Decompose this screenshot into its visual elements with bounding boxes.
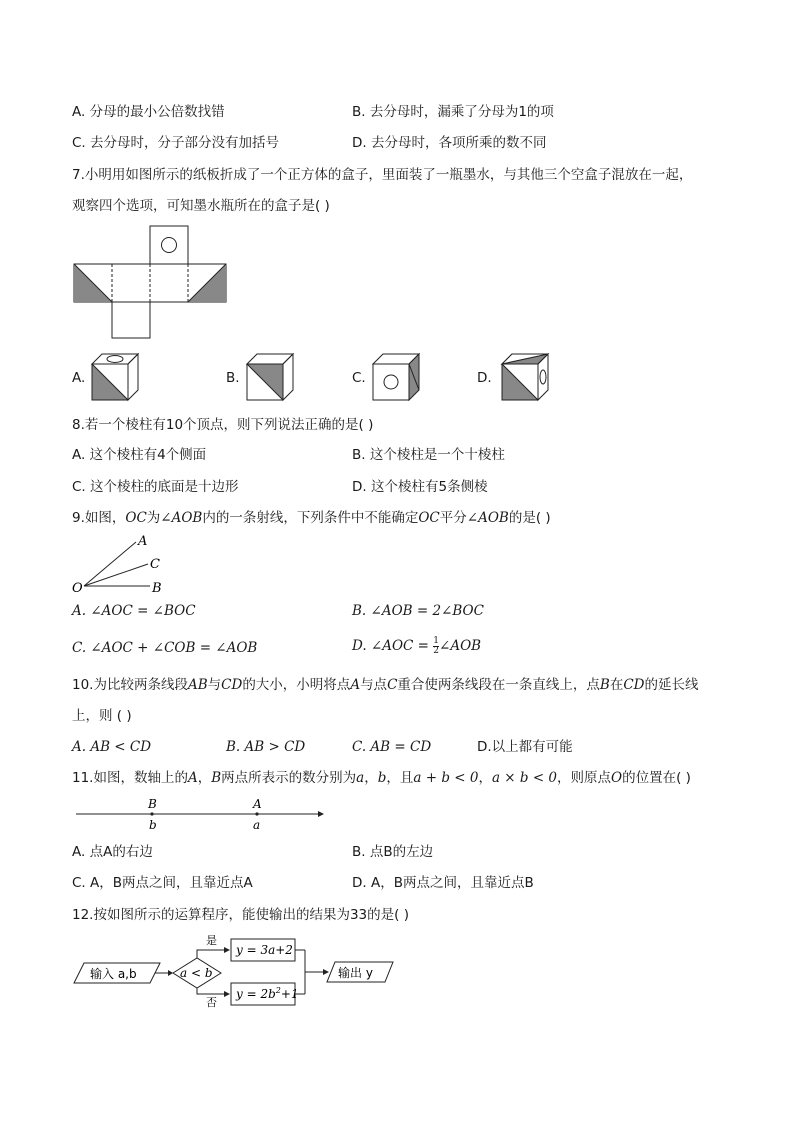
q8-option-d: D. 这个棱柱有5条侧棱 [352, 479, 488, 495]
q10-stem-line1: 10.为比较两条线段AB与CD的大小，小明将点A与点C重合使两条线段在一条直线上，点B在CD的延长线 [72, 677, 699, 693]
cube-option-d [500, 352, 550, 402]
condition-label: a < b [180, 966, 213, 980]
q10-option-b: B. AB > CD [226, 739, 306, 755]
point-a-label: A [138, 534, 148, 549]
yes-label: 是 [206, 934, 217, 947]
q6-option-c: C. 去分母时，分子部分没有加括号 [72, 135, 280, 151]
q6-option-b: B. 去分母时，漏乘了分母为1的项 [352, 104, 554, 120]
formula-yes: y = 3a+2 [236, 943, 293, 957]
q9-option-d: D. ∠AOC = $\frac{1}{2}$ ∠AOB [352, 636, 482, 656]
q10-option-a: A. AB < CD [72, 739, 152, 755]
formula-no: $y = 2b^2+1$ [236, 986, 299, 1001]
q8-option-c: C. 这个棱柱的底面是十边形 [72, 479, 239, 495]
cube-option-a [90, 352, 140, 402]
no-label: 否 [206, 996, 217, 1009]
q7-stem-line1: 7.小明用如图所示的纸板折成了一个正方体的盒子，里面装了一瓶墨水，与其他三个空盒子混放在一起， [72, 167, 693, 183]
flowchart-figure [72, 932, 398, 1012]
cube-option-c [371, 352, 421, 402]
q8-option-b: B. 这个棱柱是一个十棱柱 [352, 447, 505, 463]
q10-option-d: D.以上都有可能 [477, 739, 573, 755]
q8-option-a: A. 这个棱柱有4个侧面 [72, 447, 207, 463]
q11-option-d: D. A，B两点之间，且靠近点B [352, 875, 534, 891]
q7-stem-line2: 观察四个选项，可知墨水瓶所在的盒子是( ) [72, 198, 330, 214]
q7-label-a: A. [72, 370, 86, 386]
q7-label-d: D. [477, 370, 492, 386]
q7-label-b: B. [226, 370, 240, 386]
q11-option-c: C. A，B两点之间，且靠近点A [72, 875, 253, 891]
q9-option-a: A. ∠AOC = ∠BOC [72, 603, 196, 619]
point-a-label: A [253, 797, 262, 811]
q10-option-c: C. AB = CD [352, 739, 432, 755]
point-b-label: B [152, 581, 162, 596]
value-a-label: a [253, 818, 261, 832]
cube-option-b [245, 352, 295, 402]
angle-aob-figure [72, 534, 172, 596]
q8-stem: 8.若一个棱柱有10个顶点，则下列说法正确的是( ) [72, 417, 374, 433]
q7-label-c: C. [352, 370, 366, 386]
q6-option-a: A. 分母的最小公倍数找错 [72, 104, 225, 120]
q11-option-a: A. 点A的右边 [72, 844, 153, 860]
value-b-label: b [149, 818, 157, 832]
q11-stem: 11.如图，数轴上的A，B两点所表示的数分别为a，b，且a + b < 0，a × b < 0，则原点O的位置在( ) [72, 770, 691, 786]
q6-option-d: D. 去分母时，各项所乘的数不同 [352, 135, 547, 151]
point-b-label: B [148, 797, 157, 811]
q10-stem-line2: 上，则 ( ) [72, 708, 132, 724]
q12-stem: 12.按如图所示的运算程序，能使输出的结果为33的是( ) [72, 907, 409, 923]
q9-option-b: B. ∠AOB = 2∠BOC [352, 603, 484, 619]
number-line-figure [72, 796, 324, 832]
output-label: 输出 y [338, 966, 373, 980]
q9-option-c: C. ∠AOC + ∠COB = ∠AOB [72, 640, 258, 656]
point-o-label: O [72, 581, 83, 596]
point-c-label: C [150, 557, 160, 572]
q9-stem: 9.如图，OC为∠AOB内的一条射线，下列条件中不能确定OC平分∠AOB的是( ) [72, 510, 551, 526]
input-label: 输入 a,b [90, 967, 137, 981]
cube-net-figure [72, 226, 232, 340]
q11-option-b: B. 点B的左边 [352, 844, 434, 860]
